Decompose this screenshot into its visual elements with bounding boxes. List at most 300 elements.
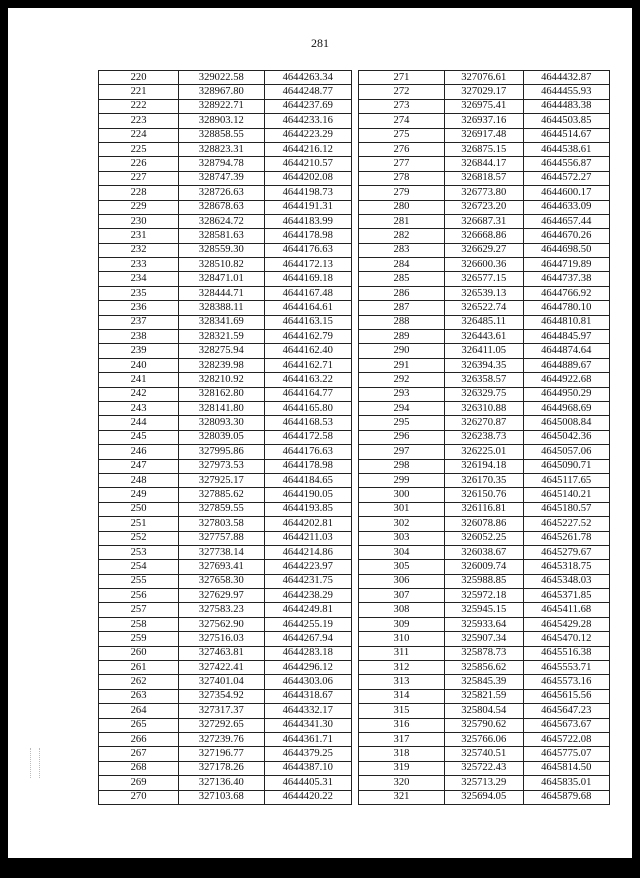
- point-number-cell: 230: [99, 214, 179, 228]
- x-coordinate-cell: 326723.20: [444, 200, 523, 214]
- point-number-cell: 248: [99, 473, 179, 487]
- point-number-cell: 232: [99, 243, 179, 257]
- y-coordinate-cell: 4645348.03: [523, 574, 610, 588]
- table-row: [359, 646, 610, 660]
- x-coordinate-cell: 326225.01: [444, 445, 523, 459]
- point-number-cell: 224: [99, 128, 179, 142]
- point-number-cell: 266: [99, 732, 179, 746]
- y-coordinate-cell: 4644176.63: [264, 243, 352, 257]
- point-number-cell: 287: [359, 301, 445, 315]
- table-row: [359, 157, 610, 171]
- x-coordinate-cell: 326668.86: [444, 229, 523, 243]
- point-number-cell: 316: [359, 718, 445, 732]
- y-coordinate-cell: 4644405.31: [264, 776, 352, 790]
- y-coordinate-cell: 4644162.79: [264, 330, 352, 344]
- y-coordinate-cell: 4644698.50: [523, 243, 610, 257]
- point-number-cell: 247: [99, 459, 179, 473]
- table-row: [359, 603, 610, 617]
- y-coordinate-cell: 4644178.98: [264, 229, 352, 243]
- point-number-cell: 262: [99, 675, 179, 689]
- table-row: [99, 732, 352, 746]
- x-coordinate-cell: 328922.71: [179, 99, 264, 113]
- y-coordinate-cell: 4644283.18: [264, 646, 352, 660]
- x-coordinate-cell: 327463.81: [179, 646, 264, 660]
- x-coordinate-cell: 326875.15: [444, 142, 523, 156]
- point-number-cell: 223: [99, 114, 179, 128]
- table-row: [359, 200, 610, 214]
- table-row: [359, 114, 610, 128]
- y-coordinate-cell: 4645775.07: [523, 747, 610, 761]
- x-coordinate-cell: 328275.94: [179, 344, 264, 358]
- y-coordinate-cell: 4645411.68: [523, 603, 610, 617]
- table-row: [99, 661, 352, 675]
- x-coordinate-cell: 328141.80: [179, 401, 264, 415]
- point-number-cell: 256: [99, 589, 179, 603]
- point-number-cell: 255: [99, 574, 179, 588]
- point-number-cell: 276: [359, 142, 445, 156]
- y-coordinate-cell: 4644719.89: [523, 258, 610, 272]
- point-number-cell: 295: [359, 416, 445, 430]
- y-coordinate-cell: 4644874.64: [523, 344, 610, 358]
- point-number-cell: 226: [99, 157, 179, 171]
- point-number-cell: 299: [359, 473, 445, 487]
- table-row: [99, 632, 352, 646]
- x-coordinate-cell: 327803.58: [179, 517, 264, 531]
- table-row: [99, 157, 352, 171]
- y-coordinate-cell: 4644810.81: [523, 315, 610, 329]
- y-coordinate-cell: 4644198.73: [264, 186, 352, 200]
- table-row: [359, 574, 610, 588]
- point-number-cell: 274: [359, 114, 445, 128]
- point-number-cell: 259: [99, 632, 179, 646]
- x-coordinate-cell: 328210.92: [179, 373, 264, 387]
- y-coordinate-cell: 4644169.18: [264, 272, 352, 286]
- table-row: [359, 473, 610, 487]
- point-number-cell: 238: [99, 330, 179, 344]
- x-coordinate-cell: 327076.61: [444, 71, 523, 85]
- point-number-cell: 233: [99, 258, 179, 272]
- x-coordinate-cell: 326358.57: [444, 373, 523, 387]
- x-coordinate-cell: 327292.65: [179, 718, 264, 732]
- y-coordinate-cell: 4644223.97: [264, 560, 352, 574]
- point-number-cell: 317: [359, 732, 445, 746]
- point-number-cell: 253: [99, 545, 179, 559]
- y-coordinate-cell: 4644267.94: [264, 632, 352, 646]
- table-row: [99, 531, 352, 545]
- y-coordinate-cell: 4644387.10: [264, 761, 352, 775]
- y-coordinate-cell: 4644184.65: [264, 473, 352, 487]
- x-coordinate-cell: 328903.12: [179, 114, 264, 128]
- y-coordinate-cell: 4644249.81: [264, 603, 352, 617]
- x-coordinate-cell: 327925.17: [179, 473, 264, 487]
- table-row: [99, 186, 352, 200]
- point-number-cell: 277: [359, 157, 445, 171]
- y-coordinate-cell: 4645371.85: [523, 589, 610, 603]
- y-coordinate-cell: 4644168.53: [264, 416, 352, 430]
- table-row: [359, 531, 610, 545]
- point-number-cell: 305: [359, 560, 445, 574]
- y-coordinate-cell: 4644766.92: [523, 286, 610, 300]
- table-row: [359, 243, 610, 257]
- point-number-cell: 235: [99, 286, 179, 300]
- point-number-cell: 270: [99, 790, 179, 804]
- table-row: [359, 99, 610, 113]
- x-coordinate-cell: 328471.01: [179, 272, 264, 286]
- table-row: [359, 142, 610, 156]
- point-number-cell: 225: [99, 142, 179, 156]
- y-coordinate-cell: 4645140.21: [523, 488, 610, 502]
- point-number-cell: 280: [359, 200, 445, 214]
- table-row: [99, 71, 352, 85]
- y-coordinate-cell: 4644214.86: [264, 545, 352, 559]
- point-number-cell: 252: [99, 531, 179, 545]
- x-coordinate-cell: 326600.36: [444, 258, 523, 272]
- table-row: [99, 114, 352, 128]
- x-coordinate-cell: 326038.67: [444, 545, 523, 559]
- table-row: [359, 776, 610, 790]
- y-coordinate-cell: 4645573.16: [523, 675, 610, 689]
- point-number-cell: 265: [99, 718, 179, 732]
- point-number-cell: 227: [99, 171, 179, 185]
- y-coordinate-cell: 4644780.10: [523, 301, 610, 315]
- x-coordinate-cell: 326687.31: [444, 214, 523, 228]
- x-coordinate-cell: 328678.63: [179, 200, 264, 214]
- page-number: 281: [311, 36, 329, 50]
- y-coordinate-cell: 4644216.12: [264, 142, 352, 156]
- x-coordinate-cell: 327583.23: [179, 603, 264, 617]
- table-row: [99, 517, 352, 531]
- table-row: [359, 790, 610, 804]
- x-coordinate-cell: 328444.71: [179, 286, 264, 300]
- y-coordinate-cell: 4644332.17: [264, 704, 352, 718]
- x-coordinate-cell: 326238.73: [444, 430, 523, 444]
- point-number-cell: 271: [359, 71, 445, 85]
- y-coordinate-cell: 4644572.27: [523, 171, 610, 185]
- y-coordinate-cell: 4645835.01: [523, 776, 610, 790]
- table-row: [99, 171, 352, 185]
- table-row: [359, 344, 610, 358]
- y-coordinate-cell: 4644162.71: [264, 358, 352, 372]
- y-coordinate-cell: 4644889.67: [523, 358, 610, 372]
- point-number-cell: 234: [99, 272, 179, 286]
- y-coordinate-cell: 4645117.65: [523, 473, 610, 487]
- table-row: [359, 675, 610, 689]
- table-row: [99, 704, 352, 718]
- x-coordinate-cell: 326194.18: [444, 459, 523, 473]
- margin-scan-mark: [30, 748, 40, 778]
- point-number-cell: 228: [99, 186, 179, 200]
- table-row: [359, 128, 610, 142]
- point-number-cell: 279: [359, 186, 445, 200]
- point-number-cell: 220: [99, 71, 179, 85]
- table-row: [99, 229, 352, 243]
- x-coordinate-cell: 327178.26: [179, 761, 264, 775]
- table-row: [359, 689, 610, 703]
- y-coordinate-cell: 4644361.71: [264, 732, 352, 746]
- y-coordinate-cell: 4645318.75: [523, 560, 610, 574]
- table-row: [359, 258, 610, 272]
- table-row: [99, 99, 352, 113]
- y-coordinate-cell: 4644178.98: [264, 459, 352, 473]
- table-row: [359, 358, 610, 372]
- x-coordinate-cell: 328624.72: [179, 214, 264, 228]
- y-coordinate-cell: 4644845.97: [523, 330, 610, 344]
- y-coordinate-cell: 4645673.67: [523, 718, 610, 732]
- point-number-cell: 239: [99, 344, 179, 358]
- point-number-cell: 298: [359, 459, 445, 473]
- table-row: [359, 632, 610, 646]
- y-coordinate-cell: 4644163.22: [264, 373, 352, 387]
- y-coordinate-cell: 4644183.99: [264, 214, 352, 228]
- point-number-cell: 237: [99, 315, 179, 329]
- y-coordinate-cell: 4644237.69: [264, 99, 352, 113]
- table-row: [99, 776, 352, 790]
- table-row: [99, 560, 352, 574]
- y-coordinate-cell: 4644172.58: [264, 430, 352, 444]
- x-coordinate-cell: 327885.62: [179, 488, 264, 502]
- point-number-cell: 222: [99, 99, 179, 113]
- x-coordinate-cell: 326629.27: [444, 243, 523, 257]
- point-number-cell: 261: [99, 661, 179, 675]
- coordinate-table-left: [98, 70, 352, 805]
- point-number-cell: 319: [359, 761, 445, 775]
- x-coordinate-cell: 325821.59: [444, 689, 523, 703]
- x-coordinate-cell: 328794.78: [179, 157, 264, 171]
- x-coordinate-cell: 326539.13: [444, 286, 523, 300]
- x-coordinate-cell: 326411.05: [444, 344, 523, 358]
- point-number-cell: 264: [99, 704, 179, 718]
- x-coordinate-cell: 325856.62: [444, 661, 523, 675]
- table-row: [359, 459, 610, 473]
- y-coordinate-cell: 4644341.30: [264, 718, 352, 732]
- point-number-cell: 282: [359, 229, 445, 243]
- point-number-cell: 286: [359, 286, 445, 300]
- point-number-cell: 315: [359, 704, 445, 718]
- table-row: [359, 272, 610, 286]
- table-row: [359, 416, 610, 430]
- x-coordinate-cell: 326577.15: [444, 272, 523, 286]
- y-coordinate-cell: 4644202.08: [264, 171, 352, 185]
- y-coordinate-cell: 4644223.29: [264, 128, 352, 142]
- x-coordinate-cell: 325845.39: [444, 675, 523, 689]
- y-coordinate-cell: 4644231.75: [264, 574, 352, 588]
- point-number-cell: 251: [99, 517, 179, 531]
- y-coordinate-cell: 4645279.67: [523, 545, 610, 559]
- y-coordinate-cell: 4644303.06: [264, 675, 352, 689]
- x-coordinate-cell: 326937.16: [444, 114, 523, 128]
- point-number-cell: 292: [359, 373, 445, 387]
- point-number-cell: 254: [99, 560, 179, 574]
- table-row: [99, 272, 352, 286]
- x-coordinate-cell: 325945.15: [444, 603, 523, 617]
- x-coordinate-cell: 327738.14: [179, 545, 264, 559]
- table-row: [359, 186, 610, 200]
- point-number-cell: 321: [359, 790, 445, 804]
- point-number-cell: 267: [99, 747, 179, 761]
- y-coordinate-cell: 4644432.87: [523, 71, 610, 85]
- table-row: [99, 675, 352, 689]
- y-coordinate-cell: 4644379.25: [264, 747, 352, 761]
- y-coordinate-cell: 4644600.17: [523, 186, 610, 200]
- table-row: [99, 646, 352, 660]
- x-coordinate-cell: 328747.39: [179, 171, 264, 185]
- y-coordinate-cell: 4644737.38: [523, 272, 610, 286]
- y-coordinate-cell: 4644633.09: [523, 200, 610, 214]
- y-coordinate-cell: 4644164.61: [264, 301, 352, 315]
- x-coordinate-cell: 327693.41: [179, 560, 264, 574]
- table-row: [99, 142, 352, 156]
- point-number-cell: 246: [99, 445, 179, 459]
- point-number-cell: 314: [359, 689, 445, 703]
- x-coordinate-cell: 325722.43: [444, 761, 523, 775]
- table-row: [359, 718, 610, 732]
- table-row: [359, 488, 610, 502]
- table-row: [99, 373, 352, 387]
- x-coordinate-cell: 325878.73: [444, 646, 523, 660]
- x-coordinate-cell: 325933.64: [444, 617, 523, 631]
- table-row: [359, 387, 610, 401]
- x-coordinate-cell: 328239.98: [179, 358, 264, 372]
- point-number-cell: 306: [359, 574, 445, 588]
- point-number-cell: 243: [99, 401, 179, 415]
- point-number-cell: 311: [359, 646, 445, 660]
- x-coordinate-cell: 326329.75: [444, 387, 523, 401]
- table-row: [359, 330, 610, 344]
- table-row: [359, 171, 610, 185]
- table-row: [99, 258, 352, 272]
- x-coordinate-cell: 326818.57: [444, 171, 523, 185]
- table-row: [359, 373, 610, 387]
- y-coordinate-cell: 4644248.77: [264, 85, 352, 99]
- y-coordinate-cell: 4644503.85: [523, 114, 610, 128]
- y-coordinate-cell: 4644163.15: [264, 315, 352, 329]
- table-row: [99, 617, 352, 631]
- x-coordinate-cell: 325988.85: [444, 574, 523, 588]
- x-coordinate-cell: 328967.80: [179, 85, 264, 99]
- table-row: [359, 315, 610, 329]
- y-coordinate-cell: 4644172.13: [264, 258, 352, 272]
- x-coordinate-cell: 326773.80: [444, 186, 523, 200]
- x-coordinate-cell: 327562.90: [179, 617, 264, 631]
- table-row: [99, 243, 352, 257]
- x-coordinate-cell: 326917.48: [444, 128, 523, 142]
- y-coordinate-cell: 4644176.63: [264, 445, 352, 459]
- point-number-cell: 245: [99, 430, 179, 444]
- table-row: [99, 344, 352, 358]
- y-coordinate-cell: 4645042.36: [523, 430, 610, 444]
- point-number-cell: 229: [99, 200, 179, 214]
- point-number-cell: 260: [99, 646, 179, 660]
- y-coordinate-cell: 4644538.61: [523, 142, 610, 156]
- point-number-cell: 236: [99, 301, 179, 315]
- table-row: [99, 689, 352, 703]
- y-coordinate-cell: 4644190.05: [264, 488, 352, 502]
- table-row: [359, 502, 610, 516]
- point-number-cell: 300: [359, 488, 445, 502]
- x-coordinate-cell: 325713.29: [444, 776, 523, 790]
- point-number-cell: 268: [99, 761, 179, 775]
- y-coordinate-cell: 4644657.44: [523, 214, 610, 228]
- x-coordinate-cell: 326078.86: [444, 517, 523, 531]
- x-coordinate-cell: 326485.11: [444, 315, 523, 329]
- y-coordinate-cell: 4644318.67: [264, 689, 352, 703]
- x-coordinate-cell: 327103.68: [179, 790, 264, 804]
- table-row: [99, 128, 352, 142]
- y-coordinate-cell: 4644191.31: [264, 200, 352, 214]
- x-coordinate-cell: 327029.17: [444, 85, 523, 99]
- point-number-cell: 310: [359, 632, 445, 646]
- table-row: [359, 71, 610, 85]
- x-coordinate-cell: 327629.97: [179, 589, 264, 603]
- x-coordinate-cell: 328341.69: [179, 315, 264, 329]
- x-coordinate-cell: 327401.04: [179, 675, 264, 689]
- table-row: [359, 761, 610, 775]
- y-coordinate-cell: 4644210.57: [264, 157, 352, 171]
- point-number-cell: 290: [359, 344, 445, 358]
- y-coordinate-cell: 4644165.80: [264, 401, 352, 415]
- table-row: [99, 416, 352, 430]
- table-row: [359, 589, 610, 603]
- table-row: [99, 315, 352, 329]
- table-row: [359, 229, 610, 243]
- table-row: [99, 401, 352, 415]
- y-coordinate-cell: 4645261.78: [523, 531, 610, 545]
- x-coordinate-cell: 328388.11: [179, 301, 264, 315]
- y-coordinate-cell: 4645516.38: [523, 646, 610, 660]
- point-number-cell: 284: [359, 258, 445, 272]
- y-coordinate-cell: 4644238.29: [264, 589, 352, 603]
- x-coordinate-cell: 326009.74: [444, 560, 523, 574]
- point-number-cell: 301: [359, 502, 445, 516]
- y-coordinate-cell: 4645879.68: [523, 790, 610, 804]
- x-coordinate-cell: 327354.92: [179, 689, 264, 703]
- table-row: [99, 574, 352, 588]
- x-coordinate-cell: 328559.30: [179, 243, 264, 257]
- table-row: [359, 747, 610, 761]
- x-coordinate-cell: 326270.87: [444, 416, 523, 430]
- point-number-cell: 249: [99, 488, 179, 502]
- point-number-cell: 312: [359, 661, 445, 675]
- y-coordinate-cell: 4644167.48: [264, 286, 352, 300]
- table-row: [99, 473, 352, 487]
- x-coordinate-cell: 325766.06: [444, 732, 523, 746]
- table-row: [99, 488, 352, 502]
- x-coordinate-cell: 327516.03: [179, 632, 264, 646]
- table-row: [99, 200, 352, 214]
- table-row: [359, 617, 610, 631]
- table-row: [359, 517, 610, 531]
- point-number-cell: 291: [359, 358, 445, 372]
- y-coordinate-cell: 4644296.12: [264, 661, 352, 675]
- table-row: [359, 445, 610, 459]
- point-number-cell: 304: [359, 545, 445, 559]
- point-number-cell: 221: [99, 85, 179, 99]
- x-coordinate-cell: 325972.18: [444, 589, 523, 603]
- point-number-cell: 308: [359, 603, 445, 617]
- point-number-cell: 241: [99, 373, 179, 387]
- x-coordinate-cell: 326310.88: [444, 401, 523, 415]
- table-row: [359, 661, 610, 675]
- table-row: [359, 85, 610, 99]
- table-row: [99, 358, 352, 372]
- y-coordinate-cell: 4644455.93: [523, 85, 610, 99]
- table-row: [99, 286, 352, 300]
- table-row: [99, 459, 352, 473]
- point-number-cell: 263: [99, 689, 179, 703]
- y-coordinate-cell: 4644211.03: [264, 531, 352, 545]
- y-coordinate-cell: 4644164.77: [264, 387, 352, 401]
- x-coordinate-cell: 328581.63: [179, 229, 264, 243]
